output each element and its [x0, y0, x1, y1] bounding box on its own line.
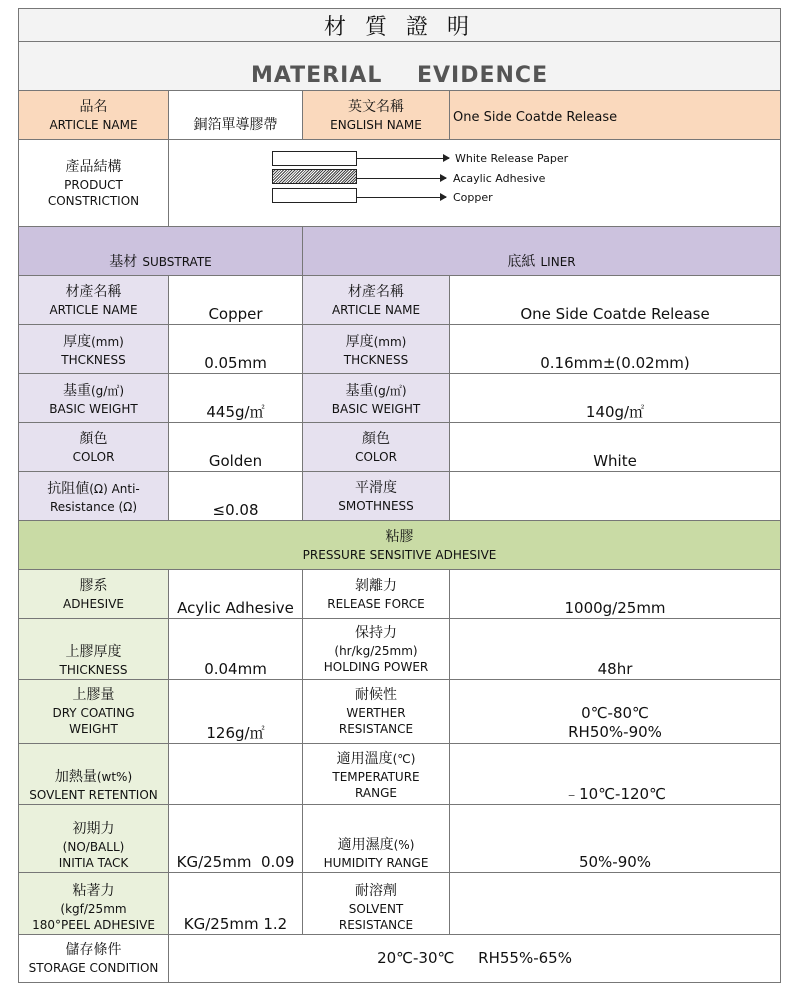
- label-unit: (g/㎡): [90, 383, 125, 398]
- label-zh: 加熱量: [54, 769, 97, 785]
- table-row: [19, 619, 781, 680]
- label-zh: 基重: [345, 382, 374, 399]
- liner-value-2: 140g/㎡: [450, 374, 781, 423]
- table-row: [19, 570, 781, 619]
- adhesive-value-left-5: KG/25mm 1.2: [169, 873, 303, 935]
- product-construction-label: [19, 140, 169, 227]
- label-en: THCKNESS: [61, 352, 126, 367]
- substrate-value-3: Golden: [169, 423, 303, 472]
- table-row: [19, 472, 781, 521]
- label-zh: 耐候性: [355, 687, 397, 703]
- storage-value: 20℃-30℃ RH55%-65%: [169, 935, 781, 983]
- title-english-text: MATERIAL EVIDENCE: [250, 63, 549, 88]
- substrate-header: [19, 227, 303, 276]
- label-unit: (%): [393, 838, 415, 852]
- adhesive-label-right-2: [303, 680, 450, 744]
- arrow-2: [357, 178, 446, 179]
- label-zh: 厚度: [345, 333, 374, 350]
- adhesive-label-left-1: [19, 619, 169, 680]
- label-zh: 材產名稱: [65, 283, 122, 300]
- liner-label-1: [303, 325, 450, 374]
- english-name-label: [303, 91, 450, 140]
- substrate-header-zh: 基材: [109, 254, 138, 270]
- label-zh: 顏色: [79, 430, 108, 447]
- label-en: WERTHER: [346, 706, 406, 720]
- label-unit: (mm): [373, 334, 407, 349]
- liner-value-1: 0.16mm±(0.02mm): [450, 325, 781, 374]
- adhesive-value-right-5: [450, 873, 781, 935]
- liner-value-4: [450, 472, 781, 521]
- label-en: INITIA TACK: [58, 856, 129, 870]
- article-name-value: 銅箔單導膠帶: [193, 117, 278, 133]
- liner-value-3: White: [450, 423, 781, 472]
- adhesive-value-left-1: 0.04mm: [169, 619, 303, 680]
- label-en: BASIC WEIGHT: [49, 401, 138, 416]
- label-zh: 上膠量: [72, 687, 115, 703]
- english-name-label-en: ENGLISH NAME: [330, 117, 422, 132]
- value-line: RH50%-90%: [568, 723, 662, 741]
- label-en: SOLVENT: [348, 902, 404, 916]
- substrate-label-0: [19, 276, 169, 325]
- label-zh: 顏色: [362, 430, 390, 447]
- label-en: SMOTHNESS: [338, 498, 414, 513]
- adhesive-header-en: PRESSURE SENSITIVE ADHESIVE: [302, 547, 497, 562]
- adhesive-label-left-4: [19, 805, 169, 873]
- adhesive-label-right-5: [303, 873, 450, 935]
- adhesive-header-zh: 粘膠: [385, 528, 414, 545]
- label-zh: 粘著力: [72, 883, 115, 899]
- liner-label-0: [303, 276, 450, 325]
- title-chinese: 材 質 證 明: [19, 9, 781, 42]
- value-line: 0℃-80℃: [581, 704, 649, 722]
- label-en: SOVLENT RETENTION: [29, 788, 158, 802]
- table-row: [19, 423, 781, 472]
- substrate-value-4: ≤0.08: [169, 472, 303, 521]
- arrow-3: [357, 197, 446, 198]
- label-en: 180°PEEL ADHESIVE: [32, 918, 155, 932]
- substrate-value-2: 445g/㎡: [169, 374, 303, 423]
- adhesive-label-left-0: [19, 570, 169, 619]
- liner-label-2: [303, 374, 450, 423]
- table-row: [19, 276, 781, 325]
- label-zh: 平滑度: [355, 479, 397, 496]
- adhesive-value-right-2: [450, 680, 781, 744]
- label-en: DRY COATING: [52, 706, 135, 720]
- product-construction-label-en1: PRODUCT: [64, 177, 123, 192]
- adhesive-label-right-3: [303, 744, 450, 805]
- title-english: [19, 42, 781, 91]
- label-zh: 材產名稱: [348, 283, 404, 300]
- article-name-value-cell: [169, 91, 303, 140]
- label-unit: (mm): [91, 334, 124, 349]
- label-en: RELEASE FORCE: [327, 596, 425, 611]
- liner-label-4: [303, 472, 450, 521]
- substrate-label-1: [19, 325, 169, 374]
- label-en: RESISTANCE: [338, 918, 414, 932]
- adhesive-value-left-4: KG/25mm 0.09: [169, 805, 303, 873]
- table-row: [19, 680, 781, 744]
- label-unit: (Ω) Anti-: [89, 481, 140, 496]
- adhesive-label-left-2: [19, 680, 169, 744]
- label-en: RANGE: [355, 785, 397, 800]
- adhesive-label-left-5: [19, 873, 169, 935]
- label-en: COLOR: [72, 449, 115, 464]
- substrate-label-3: [19, 423, 169, 472]
- substrate-value-0: Copper: [169, 276, 303, 325]
- release-paper-layer: [272, 151, 357, 166]
- adhesive-label-left-3: [19, 744, 169, 805]
- english-name-value-cell: [450, 91, 781, 140]
- label-en: ADHESIVE: [62, 596, 124, 611]
- label-unit: (℃): [392, 751, 416, 766]
- storage-label: [19, 935, 169, 983]
- label-en: COLOR: [355, 449, 397, 464]
- article-name-label: [19, 91, 169, 140]
- table-row: [19, 374, 781, 423]
- adhesive-value-right-0: 1000g/25mm: [450, 570, 781, 619]
- table-row: [19, 805, 781, 873]
- english-name-label-zh: 英文名稱: [348, 98, 404, 115]
- adhesive-layer: [272, 169, 357, 184]
- label-unit: (g/㎡): [373, 383, 407, 398]
- label-unit: (wt%): [96, 770, 133, 784]
- layer-label-copper: Copper: [453, 191, 493, 204]
- adhesive-value-left-0: Acylic Adhesive: [169, 570, 303, 619]
- material-table: [18, 8, 781, 983]
- label-en: BASIC WEIGHT: [331, 401, 421, 416]
- label-en: THICKNESS: [59, 663, 128, 677]
- product-construction-diagram-cell: [169, 140, 781, 227]
- product-construction-label-en2: CONSTRICTION: [47, 193, 140, 208]
- adhesive-label-right-0: [303, 570, 450, 619]
- label-zh: 適用溫度: [336, 750, 393, 767]
- layer-diagram: [169, 140, 780, 226]
- label-en: RESISTANCE: [338, 722, 414, 736]
- table-row: [19, 935, 781, 983]
- table-row: [19, 873, 781, 935]
- article-name-label-zh: 品名: [79, 98, 108, 115]
- label-en: HOLDING POWER: [323, 659, 429, 674]
- table-row: [19, 744, 781, 805]
- label-en: ARTICLE NAME: [331, 302, 421, 317]
- liner-value-0: One Side Coatde Release: [450, 276, 781, 325]
- label-unit: (NO/BALL): [62, 840, 125, 854]
- label-en: HUMIDITY RANGE: [323, 856, 429, 870]
- liner-header-zh: 底紙: [507, 254, 536, 270]
- label-unit: (kgf/25mm: [60, 902, 127, 916]
- product-construction-label-zh: 產品結構: [65, 158, 122, 175]
- arrow-1: [357, 158, 449, 159]
- liner-header: [303, 227, 781, 276]
- adhesive-label-right-1: [303, 619, 450, 680]
- label-zh: 剝離力: [355, 577, 397, 594]
- english-name-value: One Side Coatde Release: [453, 109, 618, 125]
- label-en: STORAGE CONDITION: [28, 961, 159, 975]
- label-zh: 保持力: [355, 624, 397, 641]
- label-zh: 上膠厚度: [65, 644, 122, 660]
- adhesive-header: [19, 521, 781, 570]
- copper-layer: [272, 188, 357, 203]
- label-en: WEIGHT: [69, 722, 118, 736]
- label-zh: 適用濕度: [337, 837, 394, 853]
- label-en: THCKNESS: [343, 352, 409, 367]
- adhesive-value-right-1: 48hr: [450, 619, 781, 680]
- article-name-label-en: ARTICLE NAME: [49, 117, 138, 132]
- substrate-value-1: 0.05mm: [169, 325, 303, 374]
- label-zh: 膠系: [79, 577, 108, 594]
- label-zh: 初期力: [72, 821, 115, 837]
- substrate-header-en: SUBSTRATE: [142, 255, 212, 269]
- adhesive-value-right-4: 50%-90%: [450, 805, 781, 873]
- liner-header-en: LINER: [540, 255, 576, 269]
- label-zh: 厚度: [63, 333, 92, 350]
- layer-label-release-paper: White Release Paper: [455, 152, 569, 165]
- material-evidence-sheet: [18, 8, 780, 982]
- substrate-label-4: [19, 472, 169, 521]
- adhesive-value-left-2: 126g/㎡: [169, 680, 303, 744]
- label-en: Resistance (Ω): [49, 499, 137, 514]
- label-zh: 耐溶劑: [355, 883, 397, 899]
- adhesive-label-right-4: [303, 805, 450, 873]
- adhesive-value-left-3: [169, 744, 303, 805]
- label-en: ARTICLE NAME: [49, 302, 138, 317]
- label-unit: (hr/kg/25mm): [334, 643, 418, 658]
- liner-label-3: [303, 423, 450, 472]
- label-en: TEMPERATURE: [332, 769, 420, 784]
- table-row: [19, 325, 781, 374]
- label-zh: 抗阻値: [47, 480, 90, 497]
- label-zh: 基重: [62, 382, 91, 399]
- adhesive-value-right-3: ﹣10℃-120℃: [450, 744, 781, 805]
- substrate-label-2: [19, 374, 169, 423]
- label-zh: 儲存條件: [65, 942, 122, 958]
- layer-label-adhesive: Acaylic Adhesive: [453, 172, 546, 185]
